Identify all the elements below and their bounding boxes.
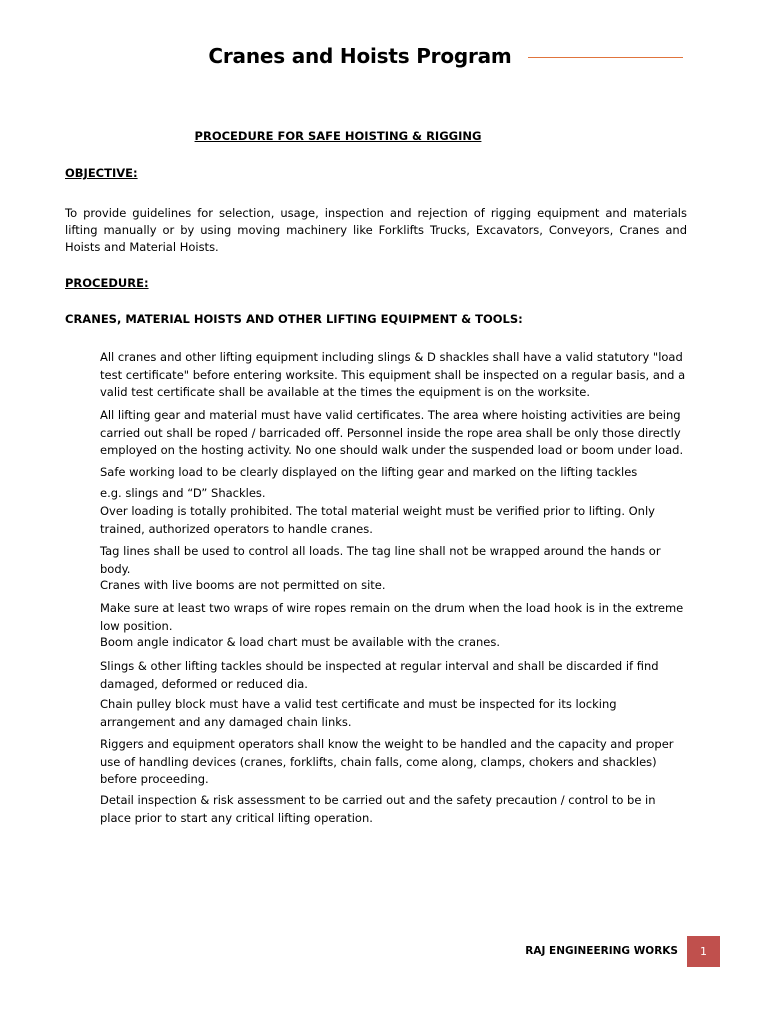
list-item: Tag lines shall be used to control all loads. The tag line shall not be wrapped around the hands or body. (100, 544, 661, 576)
page-title: Cranes and Hoists Program (208, 44, 512, 68)
list-item: Make sure at least two wraps of wire ropes remain on the drum when the load hook is in the extreme low position. (100, 601, 684, 633)
list-item: e.g. slings and “D” Shackles. (100, 486, 266, 500)
page-number-badge: 1 (687, 936, 720, 967)
list-item: Over loading is totally prohibited. The total material weight must be verified prior to lifting. Only trained, authorized operators to handle cranes. (100, 504, 655, 536)
list-item: Riggers and equipment operators shall know the weight to be handled and the capacity and proper use of handling devices (cranes, forklifts, chain falls, come along, clamps, chokers and shackles) before proceeding. (100, 737, 674, 786)
list-item: Cranes with live booms are not permitted on site. (100, 578, 386, 592)
list-item: All cranes and other lifting equipment including slings & D shackles shall have a valid statutory "load test certificate" before entering worksite. This equipment shall be inspected on a regular basis, and a valid test certificate shall be available at the times the equipment is on the worksite. (100, 350, 686, 399)
list-item: All lifting gear and material must have valid certificates. The area where hoisting activities are being carried out shall be roped / barricaded off. Personnel inside the rope area shall be only those directly employed on the hosting activity. No one should walk under the suspended load or boom under load. (100, 408, 684, 457)
title-rule (528, 57, 683, 58)
procedure-heading: PROCEDURE: (65, 276, 149, 290)
procedure-subheading: CRANES, MATERIAL HOISTS AND OTHER LIFTING EQUIPMENT & TOOLS: (65, 312, 523, 326)
list-item: Chain pulley block must have a valid test certificate and must be inspected for its locking arrangement and any damaged chain links. (100, 697, 617, 729)
footer-company-name: RAJ ENGINEERING WORKS (525, 945, 678, 957)
objective-heading: OBJECTIVE: (65, 166, 138, 180)
list-item: Safe working load to be clearly displayed on the lifting gear and marked on the lifting tackles (100, 465, 638, 479)
list-item: Slings & other lifting tackles should be inspected at regular interval and shall be discarded if find damaged, deformed or reduced dia. (100, 659, 659, 691)
list-item: Boom angle indicator & load chart must be available with the cranes. (100, 635, 500, 649)
document-subtitle: PROCEDURE FOR SAFE HOISTING & RIGGING (194, 129, 482, 143)
list-item: Detail inspection & risk assessment to be carried out and the safety precaution / control to be in place prior to start any critical lifting operation. (100, 793, 656, 825)
objective-text: To provide guidelines for selection, usage, inspection and rejection of rigging equipment and materials lifting manually or by using moving machinery like Forklifts Trucks, Excavators, Conveyors, Cranes and Hoists and Material Hoists. (65, 206, 687, 254)
